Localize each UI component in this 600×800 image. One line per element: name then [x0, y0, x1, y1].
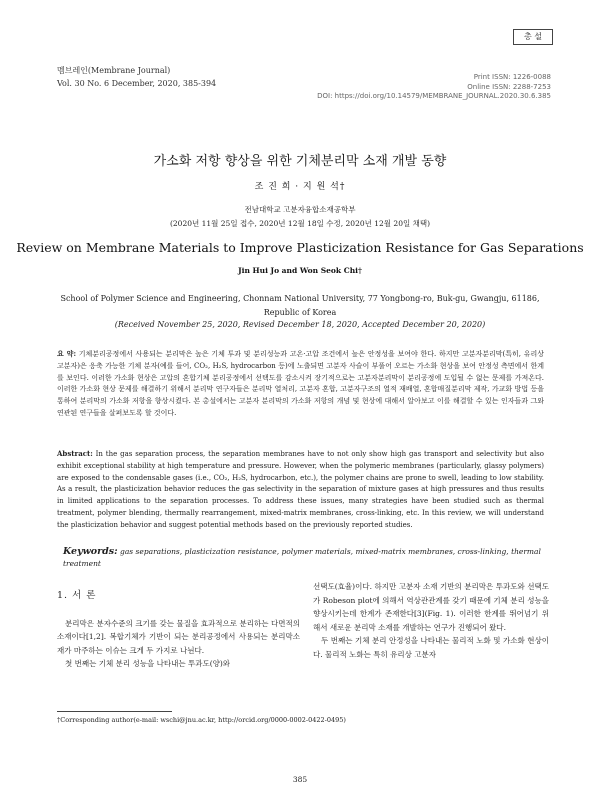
print-issn: Print ISSN: 1226-0088	[473, 73, 551, 81]
volume-info: Vol. 30 No. 6 December, 2020, 385-394	[57, 79, 217, 88]
paragraph: 두 번째는 기체 분리 안정성을 나타내는 물리적 노화 및 가소화 현상이다. 물리적 노화는 특히 유리상 고분자	[313, 636, 549, 659]
affiliation-english	[0, 292, 600, 320]
section-heading-introduction: 1. 서 론	[57, 590, 97, 601]
paragraph: 첫 번째는 기체 분리 성능을 나타내는 투과도(양)와	[65, 659, 231, 669]
paragraph: 선택도(효율)이다. 하지만 고분자 소재 기반의 분리막은 투과도와 선택도가 Robeson plot에 의해서 역상관관계를 갖기 때문에 기체 분리 성능을 향상시키는데 한계가 존재한다[3](Fig. 1). 이러한 한계를 뛰어넘기 위해서 새로운 분리막 소재를 개발하는 연구가 진행되어 왔다.	[313, 582, 549, 632]
keywords-text: gas separations, plasticization resistance, polymer materials, mixed-matrix membranes, cross-linking, thermal treatment	[63, 547, 541, 568]
abstract-korean	[57, 348, 544, 420]
issn-block	[317, 73, 551, 102]
right-column	[313, 580, 549, 662]
abstract-english-label: Abstract:	[57, 449, 93, 458]
paragraph: 분리막은 분자수준의 크기를 갖는 물질을 효과적으로 분리하는 다면적의 소재이다[1,2]. 복합기체가 기반이 되는 분리공정에서 사용되는 분리막소재가 마주하는 이슈는 크게 두 가지로 나뉜다.	[57, 618, 300, 655]
page-number: 385	[292, 775, 308, 784]
keywords-label: Keywords:	[63, 546, 118, 557]
footnote-divider	[57, 711, 172, 712]
affiliation-line-1: School of Polymer Science and Engineering, Chonnam National University, 77 Yongbong-ro, Buk-gu, Gwangju, 61186,	[60, 294, 540, 303]
journal-name: 멤브레인(Membrane Journal)	[57, 66, 171, 75]
dates-korean: (2020년 11월 25일 접수, 2020년 12월 18일 수정, 2020년 12월 20일 채택)	[169, 219, 431, 228]
corresponding-author-footnote: †Corresponding author(e-mail: wschi@jnu.ac.kr, http://orcid.org/0000-0002-0422-0495)	[57, 716, 346, 724]
abstract-korean-text: 기체분리공정에서 사용되는 분리막은 높은 기체 투과 및 분리성능과 고온·고압 조건에서 높은 안정성을 보여야 한다. 하지만 고분자분리막(특히, 유리상 고분자)은 응축 가능한 기체 분자(예를 들어, CO₂, H₂S, hydrocarbon 등)에 노출되면 고분자 사슬이 부풀어 오르는 가소화 현상을 보여 안정성 측면에서 한계를 보인다. 이러한 가소화 현상은 고압의 혼합기체 분리공정에서 선택도를 감소시켜 장기적으로는 고분자분리막이 분리공정에 도입될 수 없는 문제를 가져온다. 이러한 가소화 현상 문제를 해결하기 위해서 분리막 연구자들은 분리막 열처리, 고분자 혼합, 고분자구조의 열적 재배열, 혼합매질분리막 제작, 가교화 방법 등을 통하여 분리막의 가소화 저항을 향상시켰다. 본 총설에서는 고분자 분리막의 가소화 저항의 개념 및 현상에 대해서 알아보고 이를 해결할 수 있는 인자들과 그와 연관된 연구들을 살펴보도록 할 것이다.	[57, 350, 544, 417]
journal-header	[57, 64, 216, 90]
left-column	[57, 589, 300, 671]
title-english: Review on Membrane Materials to Improve Plasticization Resistance for Gas Separations	[16, 240, 584, 255]
keywords	[63, 546, 543, 570]
affiliation-korean: 전남대학교 고분자융합소재공학부	[244, 205, 356, 214]
online-issn: Online ISSN: 2288-7253	[467, 82, 551, 91]
abstract-english	[57, 448, 544, 532]
abstract-korean-label: 요 약:	[57, 349, 77, 358]
authors-english: Jin Hui Jo and Won Seok Chi†	[238, 266, 362, 275]
abstract-english-text: In the gas separation process, the separation membranes have to not only show high gas transport and selectivity but also exhibit exceptional stability at high temperature and pressure. However, when the polymeric membranes (particularly, glassy polymers) are exposed to the condensable gases (i.e., CO₂, H₂S, hydrocarbon, etc.), the polymer chains are prone to swell, leading to low stability. As a result, the plasticization behavior reduces the gas selectivity in the separation of mixture gases at high pressures and thus results in limited applications to the separation processes. To address these issues, many strategies have been studied such as thermal treatment, polymer blending, thermally rearrangement, mixed-matrix membranes, cross-linking, etc. In this review, we will understand the plasticization behavior and suggest potential methods based on the previously reported studies.	[57, 450, 544, 529]
dates-english: (Received November 25, 2020, Revised December 18, 2020, Accepted December 20, 2020)	[114, 320, 486, 329]
affiliation-line-2: Republic of Korea	[263, 308, 337, 317]
article-type-badge: 총 설	[513, 29, 553, 45]
authors-korean: 조 진 희 · 지 원 석†	[254, 182, 346, 192]
title-korean: 가소화 저항 향상을 위한 기체분리막 소재 개발 동향	[153, 154, 447, 169]
doi-link[interactable]: DOI: https://doi.org/10.14579/MEMBRANE_JOURNAL.2020.30.6.385	[317, 92, 551, 100]
